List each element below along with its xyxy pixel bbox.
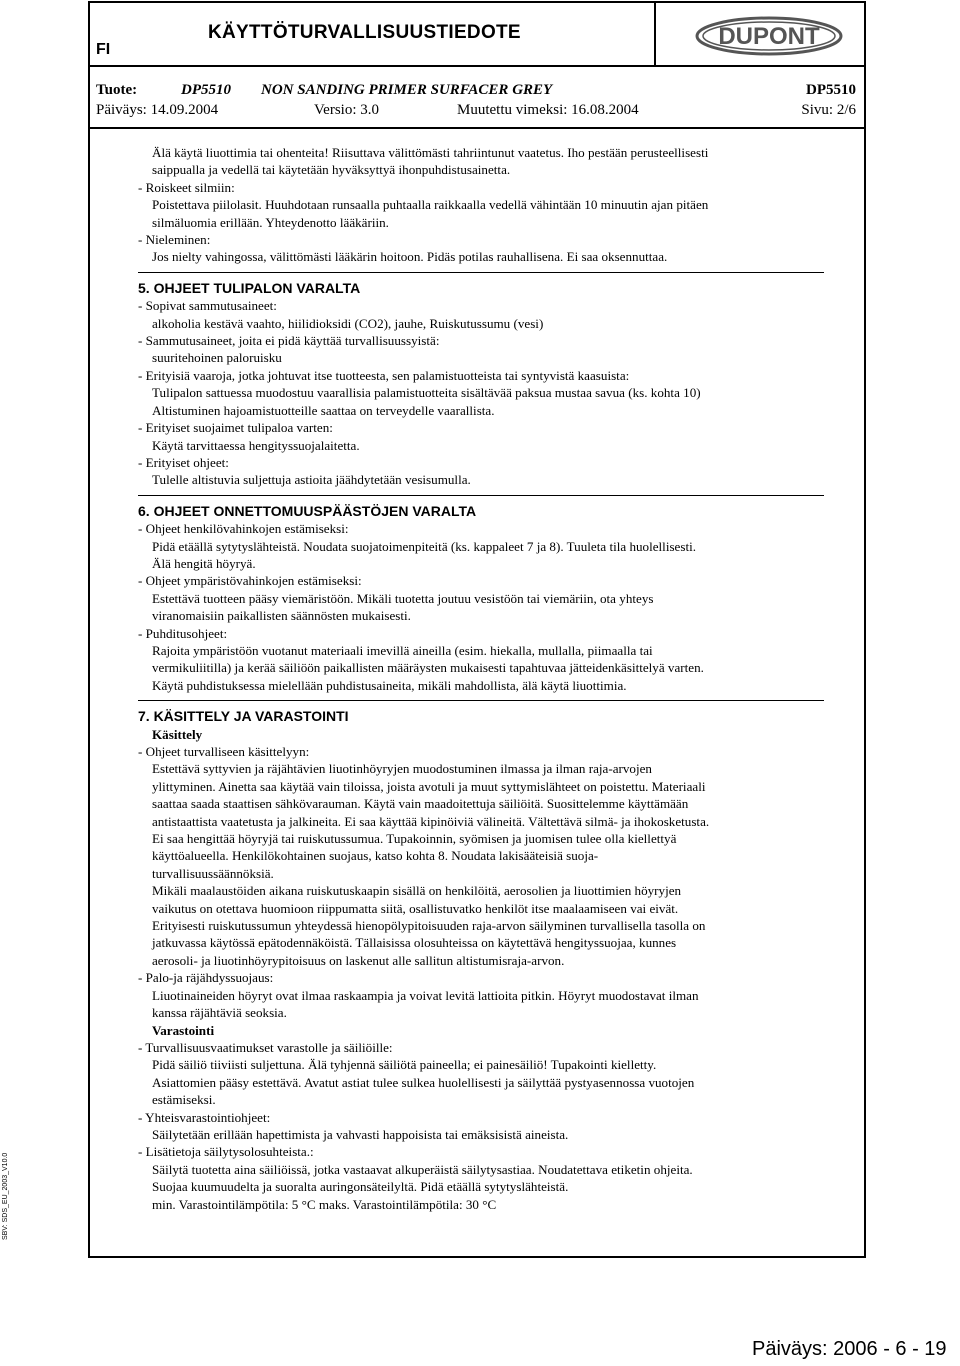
item-label: - Ohjeet ympäristövahinkojen estämiseksi: <box>138 573 362 589</box>
product-code-right: DP5510 <box>806 82 856 98</box>
text-line: Altistuminen hajoamistuotteille saattaa on terveydelle vaarallista. <box>152 402 495 418</box>
text-line: jatkuvassa käytössä epätodennäköistä. Tällaisissa olosuhteissa on käytettävä hengityssuojaa, kunnes <box>152 935 677 951</box>
product-code: DP5510 <box>181 82 231 98</box>
text-line: Tulelle altistuvia suljettuja astioita jäähdytetään vesisumulla. <box>152 472 471 488</box>
product-line <box>96 82 856 102</box>
item-label: - Turvallisuusvaatimukset varastolle ja säiliöille: <box>138 1039 393 1055</box>
item-label: - Palo-ja räjähdyssuojaus: <box>138 970 274 986</box>
section-divider <box>138 272 824 273</box>
text-line: silmäluomia erillään. Yhteydenotto lääkäriin. <box>152 214 389 230</box>
footer-date: Päiväys: 2006 - 6 - 19 <box>752 1338 947 1360</box>
meta-line <box>96 102 856 122</box>
text-line: antistaattista vaatetusta ja jalkineita. Ei saa käyttää kipinöiviä välineitä. Vältettävä silmä- ja ihokosketusta. <box>152 813 710 829</box>
text-line: turvallisuussäännöksiä. <box>152 865 274 881</box>
text-line: Säilytä tuotetta aina säiliöissä, jotka vastaavat alkuperäistä säilytysastiaa. Noudatettava etiketin ohjeita. <box>152 1161 693 1177</box>
text-line: Poistettava piilolasit. Huuhdotaan runsaalla puhtaalla raikkaalla vedellä vähintään 10 minuutin ajan pitäen <box>152 197 709 213</box>
text-line: Pidä etäällä sytytyslähteistä. Noudata suojatoimenpiteitä (ks. kappaleet 7 ja 8). Tuuleta tila huolellisesti. <box>152 538 697 554</box>
text-line: Tulipalon sattuessa muodostuu vaarallisia palamistuotteita sisältävää paksua mustaa savua (ks. kohta 10) <box>152 385 701 401</box>
text-line: Mikäli maalaustöiden aikana ruiskutuskaapin sisällä on henkilöitä, aerosolien ja liuottimien höyryjen <box>152 883 682 899</box>
text-line: viranomaisiin paikallisten säännösten mukaisesti. <box>152 608 411 624</box>
item-label: - Roiskeet silmiin: <box>138 179 235 195</box>
document-body <box>138 144 832 1213</box>
text-line: Pidä säiliö tiiviisti suljettuna. Älä tyhjennä säiliötä paineella; ei painesäiliö! Tupakointi kielletty. <box>152 1057 657 1073</box>
text-line: käyttöalueella. Henkilökohtainen suojaus, katso kohta 8. Noudata lakisääteisiä suoja- <box>152 848 599 864</box>
text-line: Käytä tarvittaessa hengityssuojalaitetta. <box>152 437 360 453</box>
handling-subtitle: Käsittely <box>152 726 203 742</box>
header-divider <box>654 3 656 65</box>
text-line: Suojaa kuumuudelta ja suoralta auringonsäteilyltä. Pidä etäällä sytytyslähteistä. <box>152 1179 569 1195</box>
text-line: Säilytetään erillään hapettimista ja vahvasti happoisista tai emäksisistä aineista. <box>152 1126 569 1142</box>
text-line: Asiattomien pääsy estettävä. Avatut astiat tulee sulkea huolellisesti ja säilyttää pystyasennossa vuotojen <box>152 1074 695 1090</box>
text-line: Liuotinaineiden höyryt ovat ilmaa raskaampia ja voivat levitä lattioita pitkin. Höyryt muodostavat ilman <box>152 987 699 1003</box>
document-title: KÄYTTÖTURVALLISUUSTIEDOTE <box>208 22 521 43</box>
section-divider <box>138 700 824 701</box>
text-line: ylittyminen. Ainetta saa käytää vain tiloissa, joista avotuli ja muut syttymislähteet on poistettu. Materiaali <box>152 778 706 794</box>
text-line: Käytä puhdistuksessa mielellään puhdistusaineita, mikäli mahdollista, älä käytä liuottimia. <box>152 677 627 693</box>
item-label: - Yhteisvarastointiohjeet: <box>138 1109 271 1125</box>
text-line: Älä hengitä höyryä. <box>152 555 256 571</box>
item-label: - Erityiset ohjeet: <box>138 454 229 470</box>
logo-text: DUPONT <box>718 23 820 50</box>
text-line: min. Varastointilämpötila: 5 °C maks. Varastointilämpötila: 30 °C <box>152 1196 497 1212</box>
text-line: aerosoli- ja liuotinhöyrypitoisuus on laskenut alle sallitun altistumisraja-arvon. <box>152 952 565 968</box>
text-line: kanssa räjähtäviä seoksia. <box>152 1005 287 1021</box>
issue-date: Päiväys: 14.09.2004 <box>96 102 219 118</box>
section-5-title: 5. OHJEET TULIPALON VARALTA <box>138 279 361 296</box>
product-name: NON SANDING PRIMER SURFACER GREY <box>261 82 553 98</box>
version: Versio: 3.0 <box>314 102 379 118</box>
text-line: suuritehoinen paloruisku <box>152 350 282 366</box>
text-line: Estettävä syttyvien ja räjähtävien liuotinhöyryjen muodostuminen ilmassa ja ilman raja-arvojen <box>152 761 652 777</box>
header-divider <box>90 65 864 67</box>
section-6-title: 6. OHJEET ONNETTOMUUSPÄÄSTÖJEN VARALTA <box>138 502 477 519</box>
item-label: - Erityisiä vaaroja, jotka johtuvat itse tuotteesta, sen palamistuotteista tai syntyvistä kaasuista: <box>138 367 630 383</box>
text-line: vermikuliitilla) ja kerää säiliöön paikallisten määräysten mukaisesti tapahtuvaa jätteidenkäsittelyä varten. <box>152 660 704 676</box>
text-line: saippualla ja vedellä tai käytetään hyväksyttyä ihonpuhdistusainetta. <box>152 162 511 178</box>
item-label: - Nieleminen: <box>138 232 211 248</box>
text-line: Jos nielty vahingossa, välittömästi lääkärin hoitoon. Pidäs potilas rauhallisena. Ei saa oksennuttaa. <box>152 249 668 265</box>
text-line: alkoholia kestävä vaahto, hiilidioksidi (CO2), jauhe, Ruiskutussumu (vesi) <box>152 315 544 331</box>
section-divider <box>138 495 824 496</box>
item-label: - Ohjeet henkilövahinkojen estämiseksi: <box>138 521 349 537</box>
text-line: estämiseksi. <box>152 1092 216 1108</box>
item-label: - Erityiset suojaimet tulipaloa varten: <box>138 420 333 436</box>
item-label: - Puhditusohjeet: <box>138 625 228 641</box>
modified-date: Muutettu vimeksi: 16.08.2004 <box>457 102 639 118</box>
text-line: Estettävä tuotteen pääsy viemäristöön. Mikäli tuotetta joutuu vesistöön tai viemäriin, ota yhteys <box>152 590 654 606</box>
text-line: Älä käytä liuottimia tai ohenteita! Riisuttava välittömästi tahriintunut vaatetus. Iho pestään perusteellisesti <box>152 145 709 160</box>
text-line: Erityisesti ruiskutussumun yhteydessä hienopölypitoisuuden raja-arvon säilyminen turvallisella tasolla on <box>152 918 706 934</box>
item-label: - Sammutusaineet, joita ei pidä käyttää turvallisuussyistä: <box>138 333 440 349</box>
text-line: Rajoita ympäristöön vuotanut materiaali imevillä aineilla (esim. hiekalla, mullalla, piimaalla tai <box>152 642 653 658</box>
page-number: Sivu: 2/6 <box>801 102 856 118</box>
header-box <box>90 3 864 129</box>
text-line: vaikutus on otettava huomioon riippumatta siitä, osallistuvatko henkilöt itse maalaamiseen vai eivät. <box>152 900 679 916</box>
storage-subtitle: Varastointi <box>152 1022 215 1038</box>
dupont-logo <box>694 15 844 62</box>
item-label: - Sopivat sammutusaineet: <box>138 298 277 314</box>
text-line: Ei saa hengittää höyryjä tai ruiskutussumua. Tupakoinnin, syömisen ja juomisen tulee olla kiellettyä <box>152 831 677 847</box>
item-label: - Lisätietoja säilytysolosuhteista.: <box>138 1144 314 1160</box>
section-7-title: 7. KÄSITTELY JA VARASTOINTI <box>138 708 349 725</box>
text-line: saattaa saada staattisen sähkövarauman. Käytä vain maadoitettuja säiliöitä. Suosittelemme käyttämään <box>152 796 689 812</box>
item-label: - Ohjeet turvalliseen käsittelyyn: <box>138 744 310 759</box>
side-code: SBV: SDS_EU_2003_V10.0 <box>2 1152 9 1240</box>
product-label: Tuote: <box>96 82 138 98</box>
language-code: FI <box>96 41 111 58</box>
